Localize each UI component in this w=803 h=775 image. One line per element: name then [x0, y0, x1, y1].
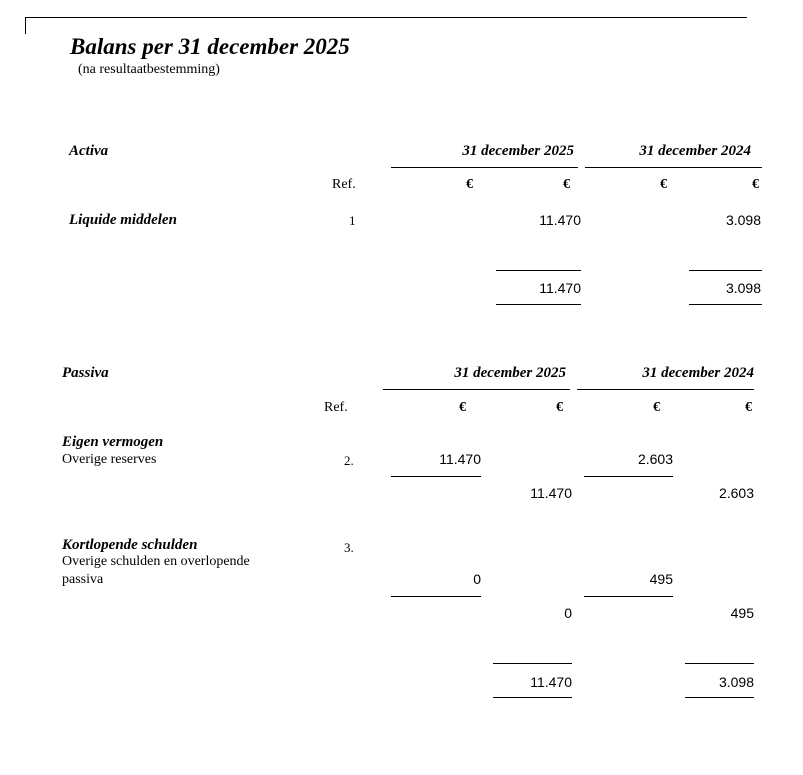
- passiva-total-line-top-2025: [493, 663, 572, 664]
- activa-total-line-bottom-2024: [689, 304, 762, 305]
- eigen-vermogen-subline-2024: [584, 476, 673, 477]
- passiva-col-2024-header: 31 december 2024: [642, 365, 754, 381]
- overige-reserves-2025: 11.470: [439, 451, 481, 467]
- passiva-col-2025-underline: [383, 389, 570, 390]
- activa-col-2024-header: 31 december 2024: [639, 143, 751, 159]
- activa-ref-label: Ref.: [332, 177, 356, 192]
- kortlopende-schulden-heading: Kortlopende schulden: [62, 537, 198, 553]
- passiva-total-2025: 11.470: [530, 674, 572, 690]
- activa-col-2025-underline: [391, 167, 578, 168]
- activa-currency-total-2024: €: [752, 177, 759, 192]
- overige-schulden-label-line1: Overige schulden en overlopende: [62, 554, 250, 569]
- kortlopende-total-2024: 495: [730, 605, 754, 621]
- activa-col-2024-underline: [585, 167, 762, 168]
- page-top-border: [25, 17, 747, 18]
- liquide-middelen-2024: 3.098: [725, 212, 761, 228]
- passiva-currency-total-2025: €: [556, 400, 563, 415]
- activa-col-2025-header: 31 december 2025: [462, 143, 574, 159]
- activa-total-line-bottom-2025: [496, 304, 581, 305]
- passiva-total-line-top-2024: [685, 663, 754, 664]
- overige-schulden-2024: 495: [649, 571, 673, 587]
- page-subtitle: (na resultaatbestemming): [78, 62, 220, 77]
- activa-currency-sub-2025: €: [466, 177, 473, 192]
- eigen-vermogen-total-2025: 11.470: [530, 485, 572, 501]
- liquide-middelen-ref: 1: [349, 213, 356, 228]
- overige-schulden-label-line2: passiva: [62, 572, 104, 587]
- activa-total-2024: 3.098: [725, 280, 761, 296]
- kortlopende-total-2025: 0: [564, 605, 572, 621]
- eigen-vermogen-total-2024: 2.603: [718, 485, 754, 501]
- passiva-heading: Passiva: [62, 365, 109, 381]
- overige-schulden-2025: 0: [473, 571, 481, 587]
- activa-currency-total-2025: €: [563, 177, 570, 192]
- activa-heading: Activa: [69, 143, 109, 159]
- passiva-col-2024-underline: [577, 389, 754, 390]
- passiva-col-2025-header: 31 december 2025: [454, 365, 566, 381]
- passiva-currency-total-2024: €: [745, 400, 752, 415]
- eigen-vermogen-heading: Eigen vermogen: [62, 434, 164, 450]
- liquide-middelen-label: Liquide middelen: [69, 212, 177, 228]
- page-left-border: [25, 17, 26, 34]
- page-title: Balans per 31 december 2025: [70, 34, 350, 59]
- overige-reserves-label: Overige reserves: [62, 452, 157, 467]
- kortlopende-subline-2024: [584, 596, 673, 597]
- passiva-ref-label: Ref.: [324, 400, 348, 415]
- activa-total-2025: 11.470: [539, 280, 581, 296]
- passiva-currency-sub-2024: €: [653, 400, 660, 415]
- eigen-vermogen-ref: 2.: [344, 453, 354, 468]
- activa-total-line-top-2025: [496, 270, 581, 271]
- passiva-total-line-bottom-2024: [685, 697, 754, 698]
- overige-reserves-2024: 2.603: [637, 451, 673, 467]
- kortlopende-schulden-ref: 3.: [344, 540, 354, 555]
- activa-total-line-top-2024: [689, 270, 762, 271]
- eigen-vermogen-subline-2025: [391, 476, 481, 477]
- kortlopende-subline-2025: [391, 596, 481, 597]
- liquide-middelen-2025: 11.470: [539, 212, 581, 228]
- passiva-total-2024: 3.098: [718, 674, 754, 690]
- passiva-total-line-bottom-2025: [493, 697, 572, 698]
- passiva-currency-sub-2025: €: [459, 400, 466, 415]
- activa-currency-sub-2024: €: [660, 177, 667, 192]
